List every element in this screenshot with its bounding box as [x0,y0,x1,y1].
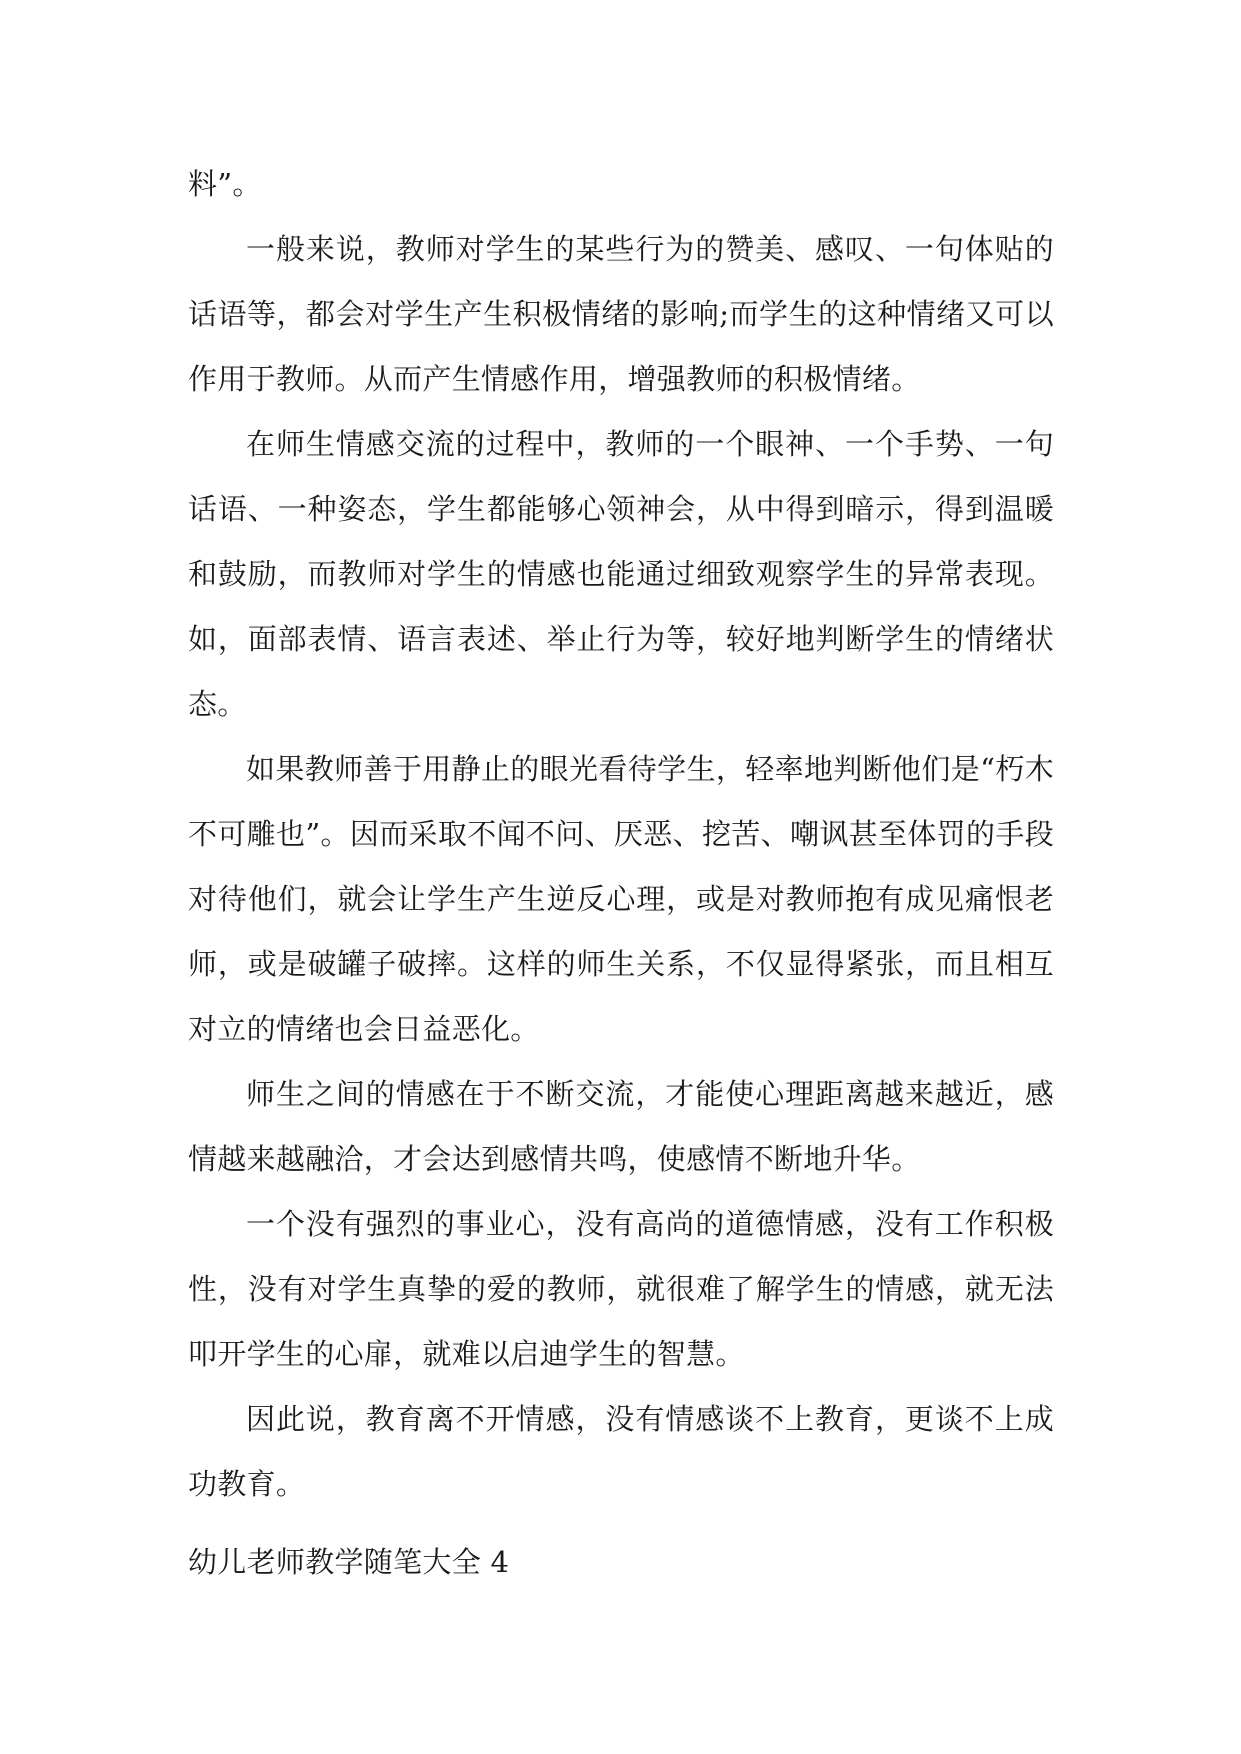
section-heading: 幼儿老师教学随笔大全 4 [188,1545,510,1579]
paragraph: 在师生情感交流的过程中，教师的一个眼神、一个手势、一句话语、一种姿态，学生都能够心领神会，从中得到暗示，得到温暖和鼓励，而教师对学生的情感也能通过细致观察学生的异常表现。如，面部表情、语言表述、举止行为等，较好地判断学生的情绪状态。 [188,427,1054,721]
paragraph: 料”。 [188,167,262,201]
paragraph: 一般来说，教师对学生的某些行为的赞美、感叹、一句体贴的话语等，都会对学生产生积极情绪的影响;而学生的这种情绪又可以作用于教师。从而产生情感作用，增强教师的积极情绪。 [188,232,1054,396]
paragraph: 因此说，教育离不开情感，没有情感谈不上教育，更谈不上成功教育。 [188,1402,1054,1501]
document-body [188,152,1054,1517]
paragraph: 师生之间的情感在于不断交流，才能使心理距离越来越近，感情越来越融洽，才会达到感情共鸣，使感情不断地升华。 [188,1077,1054,1176]
paragraph: 如果教师善于用静止的眼光看待学生，轻率地判断他们是“朽木不可雕也”。因而采取不闻不问、厌恶、挖苦、嘲讽甚至体罚的手段对待他们，就会让学生产生逆反心理，或是对教师抱有成见痛恨老师，或是破罐子破摔。这样的师生关系，不仅显得紧张，而且相互对立的情绪也会日益恶化。 [188,752,1054,1046]
paragraph: 一个没有强烈的事业心，没有高尚的道德情感，没有工作积极性，没有对学生真挚的爱的教师，就很难了解学生的情感，就无法叩开学生的心扉，就难以启迪学生的智慧。 [188,1207,1054,1371]
